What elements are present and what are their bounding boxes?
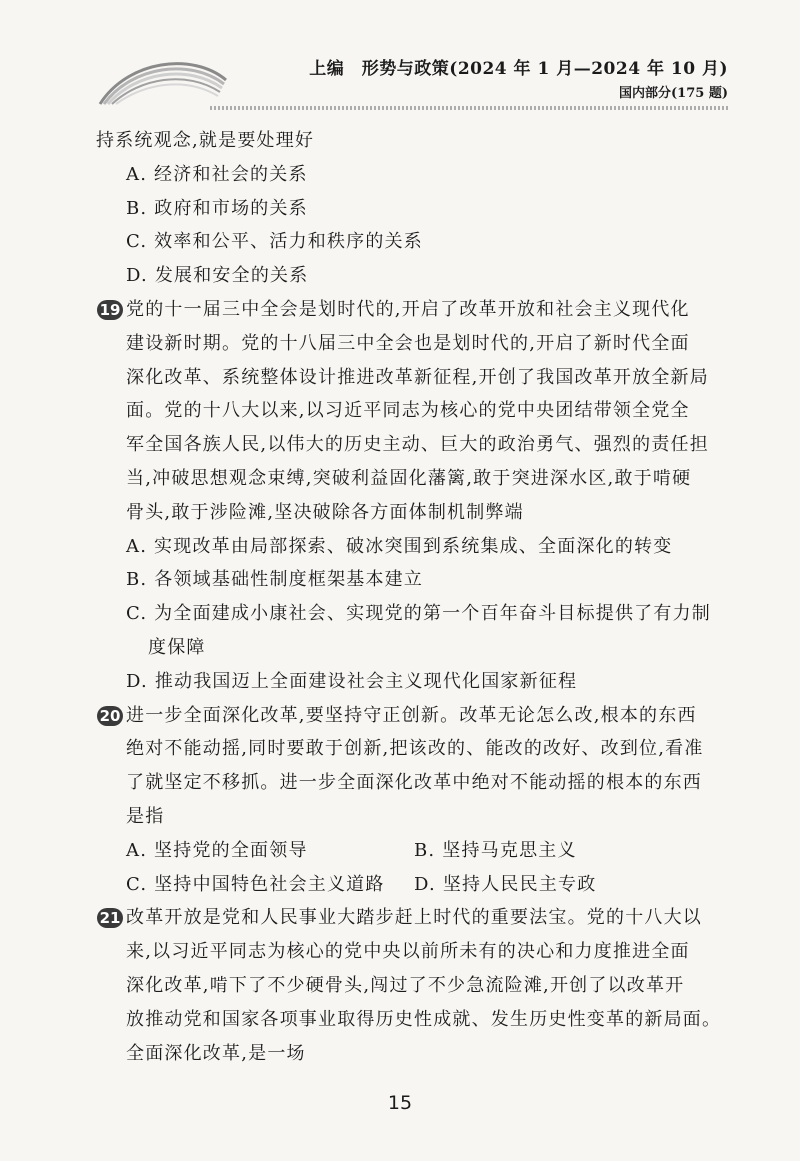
q20-option-a: A. 坚持党的全面领导 xyxy=(126,839,308,861)
q19-option-c: C. 为全面建成小康社会、实现党的第一个百年奋斗目标提供了有力制 xyxy=(126,603,711,625)
q21-number-badge: 21 xyxy=(97,908,123,928)
page-number: 15 xyxy=(387,1092,413,1114)
q19-stem-line: 建设新时期。党的十八届三中全会也是划时代的,开启了新时代全面 xyxy=(126,332,690,354)
q20-stem-line: 20 进一步全面深化改革,要坚持守正创新。改革无论怎么改,根本的东西 xyxy=(96,699,736,733)
q21-stem-line: 来,以习近平同志为核心的党中央以前所未有的决心和力度推进全面 xyxy=(126,941,690,963)
q20-stem-line: 了就坚定不移抓。进一步全面深化改革中绝对不能动摇的根本的东西 xyxy=(126,772,702,794)
question-content xyxy=(96,124,736,1070)
q19-option-d: D. 推动我国迈上全面建设社会主义现代化国家新征程 xyxy=(126,670,578,692)
q19-number-badge: 19 xyxy=(97,300,123,320)
q19-option-a: A. 实现改革由局部探索、破冰突围到系统集成、全面深化的转变 xyxy=(126,535,673,557)
q19-stem-line: 面。党的十八大以来,以习近平同志为核心的党中央团结带领全党全 xyxy=(126,400,690,422)
q18-stem-tail: 持系统观念,就是要处理好 xyxy=(96,130,315,151)
q19-stem-line: 当,冲破思想观念束缚,突破利益固化藩篱,敢于突进深水区,敢于啃硬 xyxy=(126,467,692,489)
q19-option-c-continued: 度保障 xyxy=(148,636,206,658)
q20-options-row xyxy=(96,834,736,868)
q19-stem-line: 深化改革、系统整体设计推进改革新征程,开创了我国改革开放全新局 xyxy=(126,366,709,388)
q18-option-a: A. 经济和社会的关系 xyxy=(126,163,308,185)
q20-stem-line: 绝对不能动摇,同时要敢于创新,把该改的、能改的改好、改到位,看准 xyxy=(126,738,704,760)
q19-option-b: B. 各领域基础性制度框架基本建立 xyxy=(126,569,424,591)
q19-stem-line: 骨头,敢于涉险滩,坚决破除各方面体制机制弊端 xyxy=(126,501,524,523)
q20-number-badge: 20 xyxy=(97,706,123,726)
q19-stem-line: 19 党的十一届三中全会是划时代的,开启了改革开放和社会主义现代化 xyxy=(96,293,736,327)
q18-option-b: B. 政府和市场的关系 xyxy=(126,197,308,219)
q18-option-c: C. 效率和公平、活力和秩序的关系 xyxy=(126,231,423,253)
q20-option-c: C. 坚持中国特色社会主义道路 xyxy=(126,873,385,895)
q20-option-b: B. 坚持马克思主义 xyxy=(414,839,577,861)
q19-stem-line: 军全国各族人民,以伟大的历史主动、巨大的政治勇气、强烈的责任担 xyxy=(126,434,709,456)
q18-option-d: D. 发展和安全的关系 xyxy=(126,265,309,287)
header-title: 上编 形势与政策(2024 年 1 月—2024 年 10 月) xyxy=(309,59,728,79)
q21-stem-line: 放推动党和国家各项事业取得历史性成就、发生历史性变革的新局面。 xyxy=(126,1008,722,1030)
page-header xyxy=(0,40,800,110)
header-rule xyxy=(210,106,730,110)
header-subtitle: 国内部分(175 题) xyxy=(619,86,728,101)
q21-stem-line: 全面深化改革,是一场 xyxy=(126,1042,306,1064)
q20-option-d: D. 坚持人民民主专政 xyxy=(414,873,597,895)
q20-stem-line: 是指 xyxy=(126,805,165,827)
q20-options-row xyxy=(96,868,736,902)
swoosh-logo-icon xyxy=(98,50,228,106)
q21-stem-line: 21 改革开放是党和人民事业大踏步赶上时代的重要法宝。党的十八大以 xyxy=(96,901,736,935)
q21-stem-line: 深化改革,啃下了不少硬骨头,闯过了不少急流险滩,开创了以改革开 xyxy=(126,974,685,996)
